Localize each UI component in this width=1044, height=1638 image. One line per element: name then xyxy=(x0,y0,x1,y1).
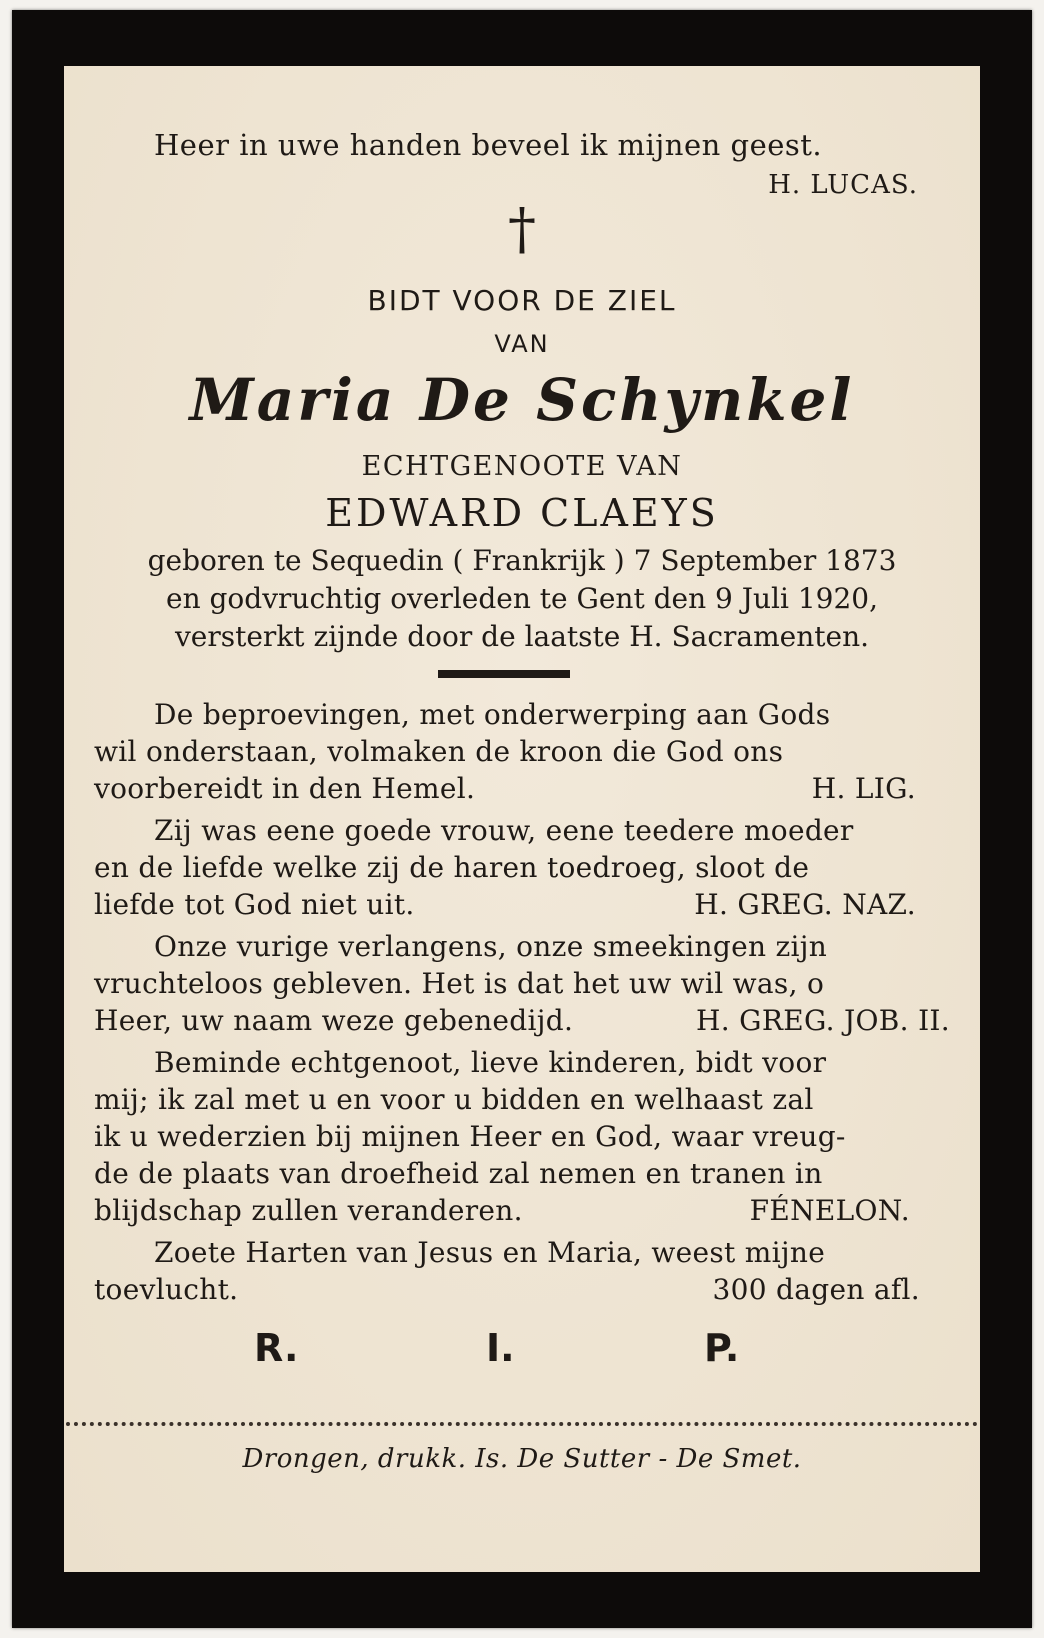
verse-last-line xyxy=(94,1271,950,1308)
verse-paragraph-greg-naz xyxy=(94,812,950,923)
verse-last-line xyxy=(94,1002,950,1039)
bio-line-sacraments: versterkt zijnde door de laatste H. Sacramenten. xyxy=(174,620,870,653)
verse-paragraph-lig xyxy=(94,696,950,807)
verse-source: H. LIG. xyxy=(811,772,916,805)
memorial-card xyxy=(12,10,1032,1628)
spouse-name: EDWARD CLAEYS xyxy=(325,491,719,535)
verse-paragraph-fenelon xyxy=(94,1044,950,1229)
rip-line xyxy=(64,1326,980,1376)
rip-letter-r: R. xyxy=(254,1326,299,1370)
verse-source: FÉNELON. xyxy=(749,1194,910,1227)
van-label: VAN xyxy=(494,330,550,358)
verse-paragraph-greg-job xyxy=(94,928,950,1039)
bio-line-birth: geboren te Sequedin ( Frankrijk ) 7 September 1873 xyxy=(147,544,897,577)
printer-credit: Drongen, drukk. Is. De Sutter - De Smet. xyxy=(242,1444,802,1474)
indulgence-note: 300 dagen afl. xyxy=(712,1273,920,1306)
verse-paragraph-indulgence xyxy=(94,1234,950,1308)
verse-line: voorbereidt in den Hemel. xyxy=(94,772,476,805)
verse-line: wil onderstaan, volmaken de kroon die God ons xyxy=(94,735,784,768)
verse-line: en de liefde welke zij de haren toedroeg, sloot de xyxy=(94,851,810,884)
card-paper xyxy=(64,66,980,1572)
verse-line: Heer, uw naam weze gebenedijd. xyxy=(94,1004,574,1037)
deceased-name: Maria De Schynkel xyxy=(189,366,855,434)
prayer-heading: BIDT VOOR DE ZIEL xyxy=(367,284,677,317)
rip-letter-i: I. xyxy=(486,1326,515,1370)
verse-line: Onze vurige verlangens, onze smeekingen zijn xyxy=(154,930,828,963)
spouse-label: ECHTGENOOTE VAN xyxy=(361,451,683,482)
motto-text: Heer in uwe handen beveel ik mijnen geest. xyxy=(154,128,823,162)
verse-line: toevlucht. xyxy=(94,1273,239,1306)
verse-line: Zoete Harten van Jesus en Maria, weest mijne xyxy=(154,1236,826,1269)
verse-line: blijdschap zullen veranderen. xyxy=(94,1194,523,1227)
verse-last-line xyxy=(94,886,950,923)
verse-line: De beproevingen, met onderwerping aan Gods xyxy=(154,698,831,731)
verse-last-line xyxy=(94,770,950,807)
verse-source: H. GREG. NAZ. xyxy=(694,888,916,921)
verse-line: ik u wederzien bij mijnen Heer en God, waar vreug- xyxy=(94,1120,846,1153)
verse-source: H. GREG. JOB. II. xyxy=(696,1004,950,1037)
verse-line: Zij was eene goede vrouw, eene teedere moeder xyxy=(154,814,854,847)
divider-rule xyxy=(438,670,570,678)
cross-icon: † xyxy=(508,197,536,262)
bio-line-death: en godvruchtig overleden te Gent den 9 Juli 1920, xyxy=(166,582,878,615)
verse-line: mij; ik zal met u en voor u bidden en welhaast zal xyxy=(94,1083,814,1116)
verse-line: vruchteloos gebleven. Het is dat het uw wil was, o xyxy=(94,967,825,1000)
rip-letter-p: P. xyxy=(704,1326,740,1370)
verse-line: Beminde echtgenoot, lieve kinderen, bidt voor xyxy=(154,1046,827,1079)
verse-line: de de plaats van droefheid zal nemen en tranen in xyxy=(94,1157,823,1190)
motto-source: H. LUCAS. xyxy=(768,170,918,200)
verse-last-line xyxy=(94,1192,950,1229)
verse-line: liefde tot God niet uit. xyxy=(94,888,415,921)
dotted-divider xyxy=(66,1422,978,1426)
